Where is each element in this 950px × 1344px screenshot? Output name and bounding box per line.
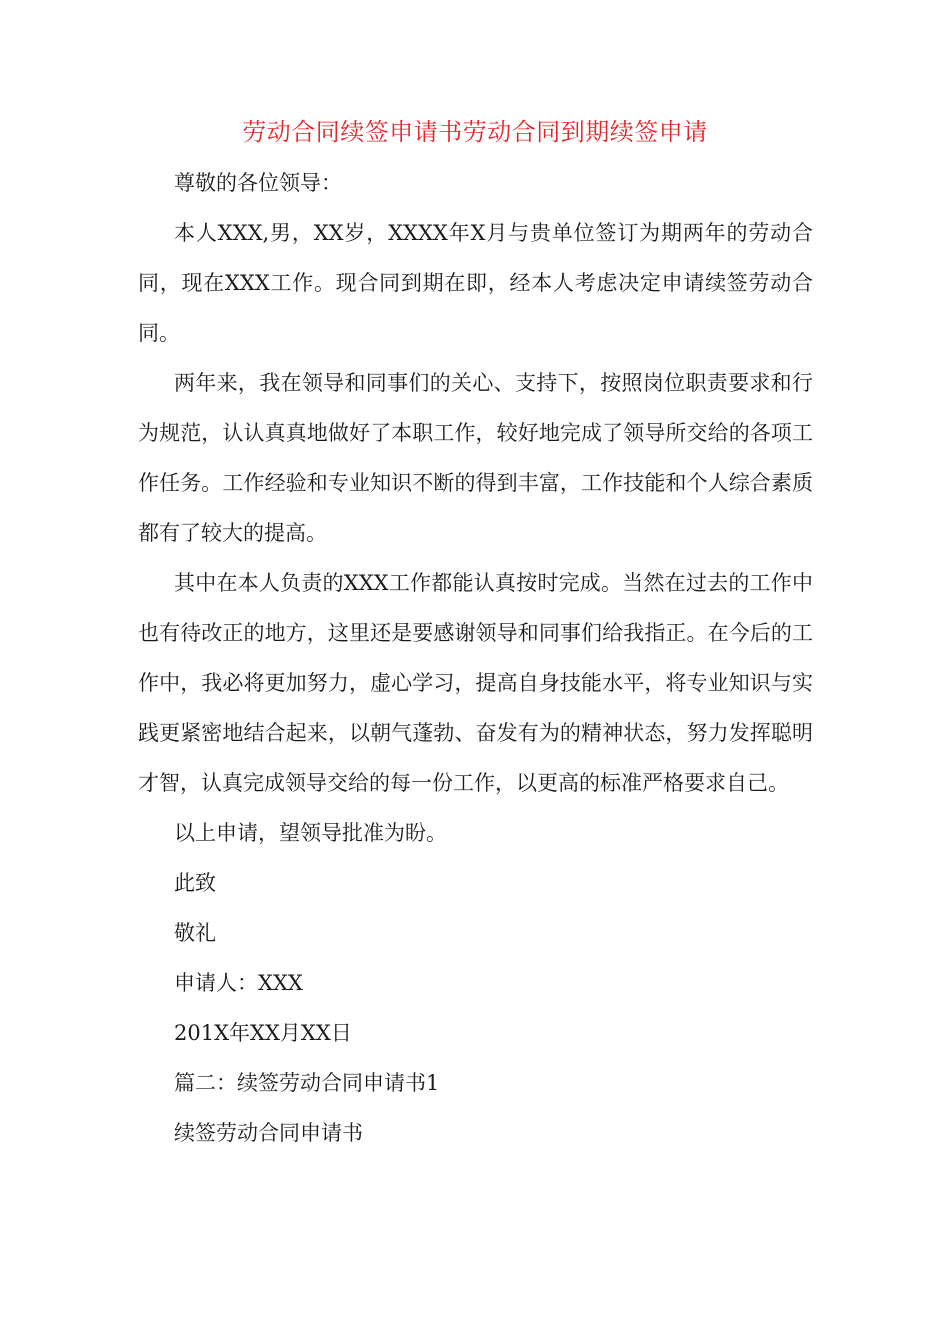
paragraph-2: 两年来，我在领导和同事们的关心、支持下，按照岗位职责要求和行为规范，认认真真地做好了本职工作，较好地完成了领导所交给的各项工作任务。工作经验和专业知识不断的得到丰富，工作技能和个人综合素质都有了较大的提高。 — [138, 371, 813, 545]
paragraph-1: 本人XXX,男，XX岁，XXXX年X月与贵单位签订为期两年的劳动合同，现在XXX工作。现合同到期在即，经本人考虑决定申请续签劳动合同。 — [138, 221, 813, 345]
section-two-title: 续签劳动合同申请书 — [174, 1121, 363, 1145]
document-body — [138, 158, 813, 1158]
section-two-heading: 篇二：续签劳动合同申请书1 — [174, 1071, 440, 1095]
request-line: 以上申请，望领导批准为盼。 — [174, 821, 447, 845]
paragraph-3: 其中在本人负责的XXX工作都能认真按时完成。当然在过去的工作中也有待改正的地方，这里还是要感谢领导和同事们给我指正。在今后的工作中，我必将更加努力，虚心学习，提高自身技能水平，将专业知识与实践更紧密地结合起来，以朝气蓬勃、奋发有为的精神状态，努力发挥聪明才智，认真完成领导交给的每一份工作，以更高的标准严格要求自己。 — [138, 571, 813, 795]
closing-1: 此致 — [174, 871, 216, 895]
applicant: 申请人：XXX — [174, 971, 303, 995]
salutation: 尊敬的各位领导： — [174, 171, 342, 195]
document-title: 劳动合同续签申请书劳动合同到期续签申请 — [242, 118, 708, 146]
date: 201X年XX月XX日 — [174, 1021, 352, 1045]
closing-2: 敬礼 — [174, 921, 216, 945]
